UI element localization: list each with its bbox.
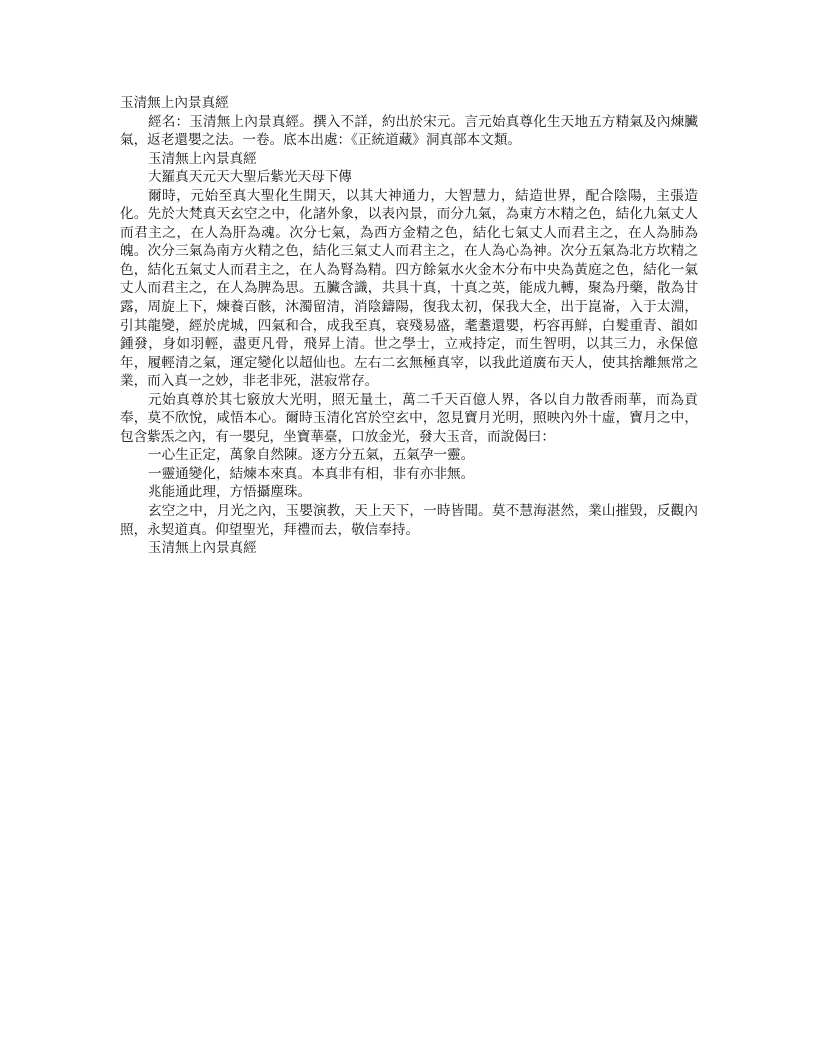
scripture-title: 玉清無上內景真經 bbox=[148, 150, 257, 167]
verse-line: 兆能通此理，方悟攝塵珠。 bbox=[148, 484, 312, 501]
document-page bbox=[120, 94, 698, 558]
verse-line: 一心生正定，萬象自然陳。逐方分五氣，五氣孕一靈。 bbox=[148, 447, 475, 464]
verse-line: 一靈通變化，結煉本來真。本真非有相，非有亦非無。 bbox=[148, 465, 475, 482]
body-paragraph: 玄空之中，月光之內，玉嬰演教，天上天下，一時皆聞。莫不慧海湛然，業山摧毀，反觀內照，永契道真。仰望聖光，拜禮而去，敬信奉持。 bbox=[120, 503, 698, 538]
body-paragraph: 元始真尊於其七竅放大光明，照无量土，萬二千天百億人界，各以自力散香雨華，而為貢奉，莫不欣悅，咸悟本心。爾時玉清化宮於空玄中，忽見寶月光明，照映內外十虛，寶月之中，包含紫炁之內，有一嬰兒，坐寶華臺，口放金光，發大玉音，而說偈曰： bbox=[120, 391, 698, 445]
body-paragraph: 爾時，元始至真大聖化生開天，以其大神通力，大智慧力，結造世界，配合陰陽，主張造化。先於大梵真天玄空之中，化諸外象，以表內景，而分九氣，為東方木精之色，結化九氣丈人而君主之，在人為肝為魂。次分七氣，為西方金精之色，結化七氣丈人而君主之，在人為肺為魄。次分三氣為南方火精之色，結化三氣丈人而君主之，在人為心為神。次分五氣為北方坎精之色，結化五氣丈人而君主之，在人為腎為精。四方餘氣水火金木分布中央為黃庭之色，結化一氣丈人而君主之，在人為脾為思。五臟含識，共具十真，十真之英，能成九轉，聚為丹藥，散為甘露，周旋上下，煉養百骸，沐濁留清，消陰鑄陽，復我太初，保我大全，出于崑崙，入于太淵，引其龍變，經於虎城，四氣和合，成我至真，衰殘易盛，耄耋還嬰，朽容再鮮，白髮重青、韻如鍾發，身如羽輕，盡更凡骨，飛昇上清。世之學士，立戒持定，而生智明，以其三力，永保億年，履輕清之氣，運定變化以超仙也。左右二玄無極真宰，以我此道廣布天人，使其捨離無常之業，而入真一之妙，非老非死，湛寂常存。 bbox=[120, 187, 698, 390]
intro-paragraph: 經名：玉清無上內景真經。撰入不詳，約出於宋元。言元始真尊化生天地五方精氣及內煉臟氣，返老還嬰之法。一卷。底本出處：《正統道藏》洞真部本文類。 bbox=[120, 113, 698, 149]
closing-title: 玉清無上內景真經 bbox=[148, 540, 257, 557]
document-heading: 玉清無上內景真經 bbox=[120, 95, 229, 111]
transmission-line: 大羅真天元天大聖后紫光天母下傳 bbox=[148, 169, 352, 186]
